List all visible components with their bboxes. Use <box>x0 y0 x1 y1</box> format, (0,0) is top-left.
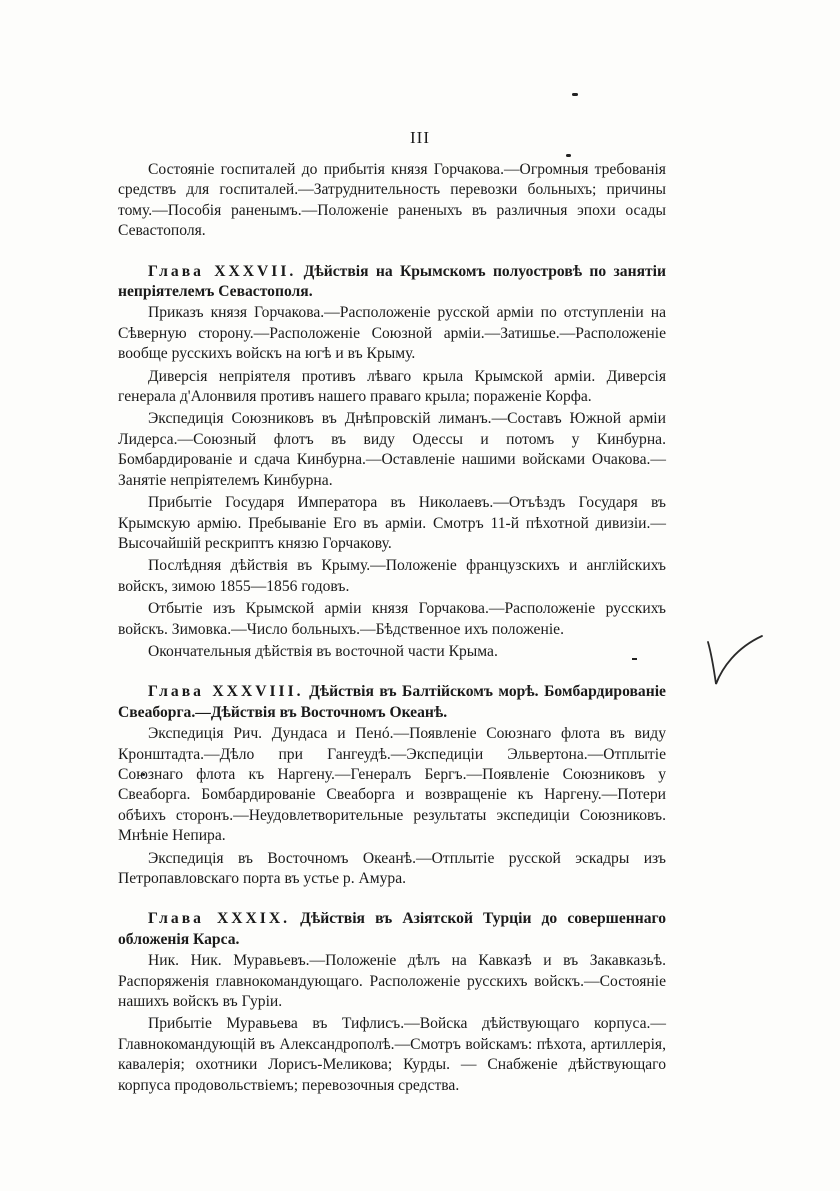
chapter-paragraph: Приказъ князя Горчакова.—Расположеніе русской арміи по отступленіи на Сѣверную сторону.—Расположеніе Союзной арміи.—Затишье.—Расположеніе вообще русскихъ войскъ на югѣ и въ Крыму. <box>118 304 666 363</box>
chapter-title: Дѣйствія въ Балтійскомъ морѣ. Бомбардированіе Свеаборга.—Дѣйствія въ Восточномъ Океанѣ. <box>118 683 666 721</box>
intro-section <box>118 160 666 242</box>
chapter-label: Глава XXXVII. <box>148 262 297 280</box>
ink-speck <box>566 154 571 157</box>
margin-checkmark-icon <box>700 628 770 698</box>
chapter-paragraph: Экспедиція въ Восточномъ Океанѣ.—Отплытіе русской эскадры изъ Петропавловскаго порта въ устье р. Амура. <box>118 849 666 887</box>
chapter-paragraph: Окончательныя дѣйствія въ восточной части Крыма. <box>148 642 498 660</box>
chapter-39 <box>118 909 666 1096</box>
ink-speck <box>572 93 578 96</box>
chapter-heading <box>118 262 666 303</box>
chapter-paragraph: Прибытіе Государя Императора въ Николаевъ.—Отъѣздъ Государя въ Крымскую армію. Пребываніе Его въ арміи. Смотръ 11-й пѣхотной дивизіи.—Высочайшій рескриптъ князю Горчакову. <box>118 494 666 552</box>
chapter-title: Дѣйствія на Крымскомъ полуостровѣ по занятіи непріятелемъ Севастополя. <box>118 262 667 301</box>
table-of-contents <box>118 160 666 1096</box>
chapter-label: Глава XXXVIII. <box>148 683 304 701</box>
chapter-paragraph: Отбытіе изъ Крымской арміи князя Горчакова.—Расположеніе русскихъ войскъ. Зимовка.—Число больныхъ.—Бѣдственное ихъ положеніе. <box>118 600 666 638</box>
chapter-paragraph: Ник. Ник. Муравьевъ.—Положеніе дѣлъ на Кавказѣ и въ Закавказьѣ. Распоряженія главнокомандующаго. Расположеніе русскихъ войскъ.—Состояніе нашихъ войскъ въ Гуріи. <box>118 952 666 1011</box>
chapter-paragraph: Прибытіе Муравьева въ Тифлисъ.—Войска дѣйствующаго корпуса.—Главнокомандующій въ Александрополѣ.—Смотръ войскамъ: пѣхота, артиллерія, кавалерія; охотники Лорисъ-Меликова; Курды. — Снабженіе дѣйствующаго корпуса продовольствіемъ; перевозочныя средства. <box>118 1015 666 1094</box>
chapter-paragraph: Экспедиція Рич. Дундаса и Пенó.—Появленіе Союзнаго флота въ виду Кронштадта.—Дѣло при Гангеудѣ.—Экспедиціи Эльвертона.—Отплытіе Союзнаго флота къ Наргену.—Генералъ Бергъ.—Появленіе Союзниковъ у Свеаборга. Бомбардированіе Свеаборга и возвращеніе къ Наргену.—Потери обѣихъ сторонъ.—Неудовлетворительные результаты экспедиціи Союзниковъ. Мнѣніе Непира. <box>118 725 666 845</box>
chapter-37 <box>118 262 666 663</box>
chapter-38 <box>118 682 666 889</box>
chapter-heading <box>118 682 666 723</box>
chapter-heading <box>118 909 666 950</box>
chapter-title: Дѣйствія въ Азіятской Турціи до совершеннаго обложенія Карса. <box>118 910 667 948</box>
chapter-paragraph: Экспедиція Союзниковъ въ Днѣпровскій лиманъ.—Составъ Южной арміи Лидерса.—Союзный флотъ въ виду Одессы и потомъ у Кинбурна. Бомбардированіе и сдача Кинбурна.—Оставленіе нашими войсками Очакова.—Занятіе непріятелемъ Кинбурна. <box>118 410 666 489</box>
chapter-paragraph: Диверсія непріятеля противъ лѣваго крыла Крымской арміи. Диверсія генерала д'Алонвиля противъ нашего праваго крыла; пораженіе Корфа. <box>118 367 666 406</box>
intro-paragraph: Состояніе госпиталей до прибытія князя Горчакова.—Огромныя требованія средствъ для госпиталей.—Затруднительность перевозки больныхъ; причины тому.—Пособія раненымъ.—Положеніе раненыхъ въ различныя эпохи осады Севастополя. <box>118 161 666 240</box>
chapter-paragraph: Послѣдняя дѣйствія въ Крыму.—Положеніе французскихъ и англійскихъ войскъ, зимою 1855—1856 годовъ. <box>118 557 666 595</box>
page-number: III <box>410 128 430 147</box>
chapter-label: Глава XXXIX. <box>148 910 291 928</box>
